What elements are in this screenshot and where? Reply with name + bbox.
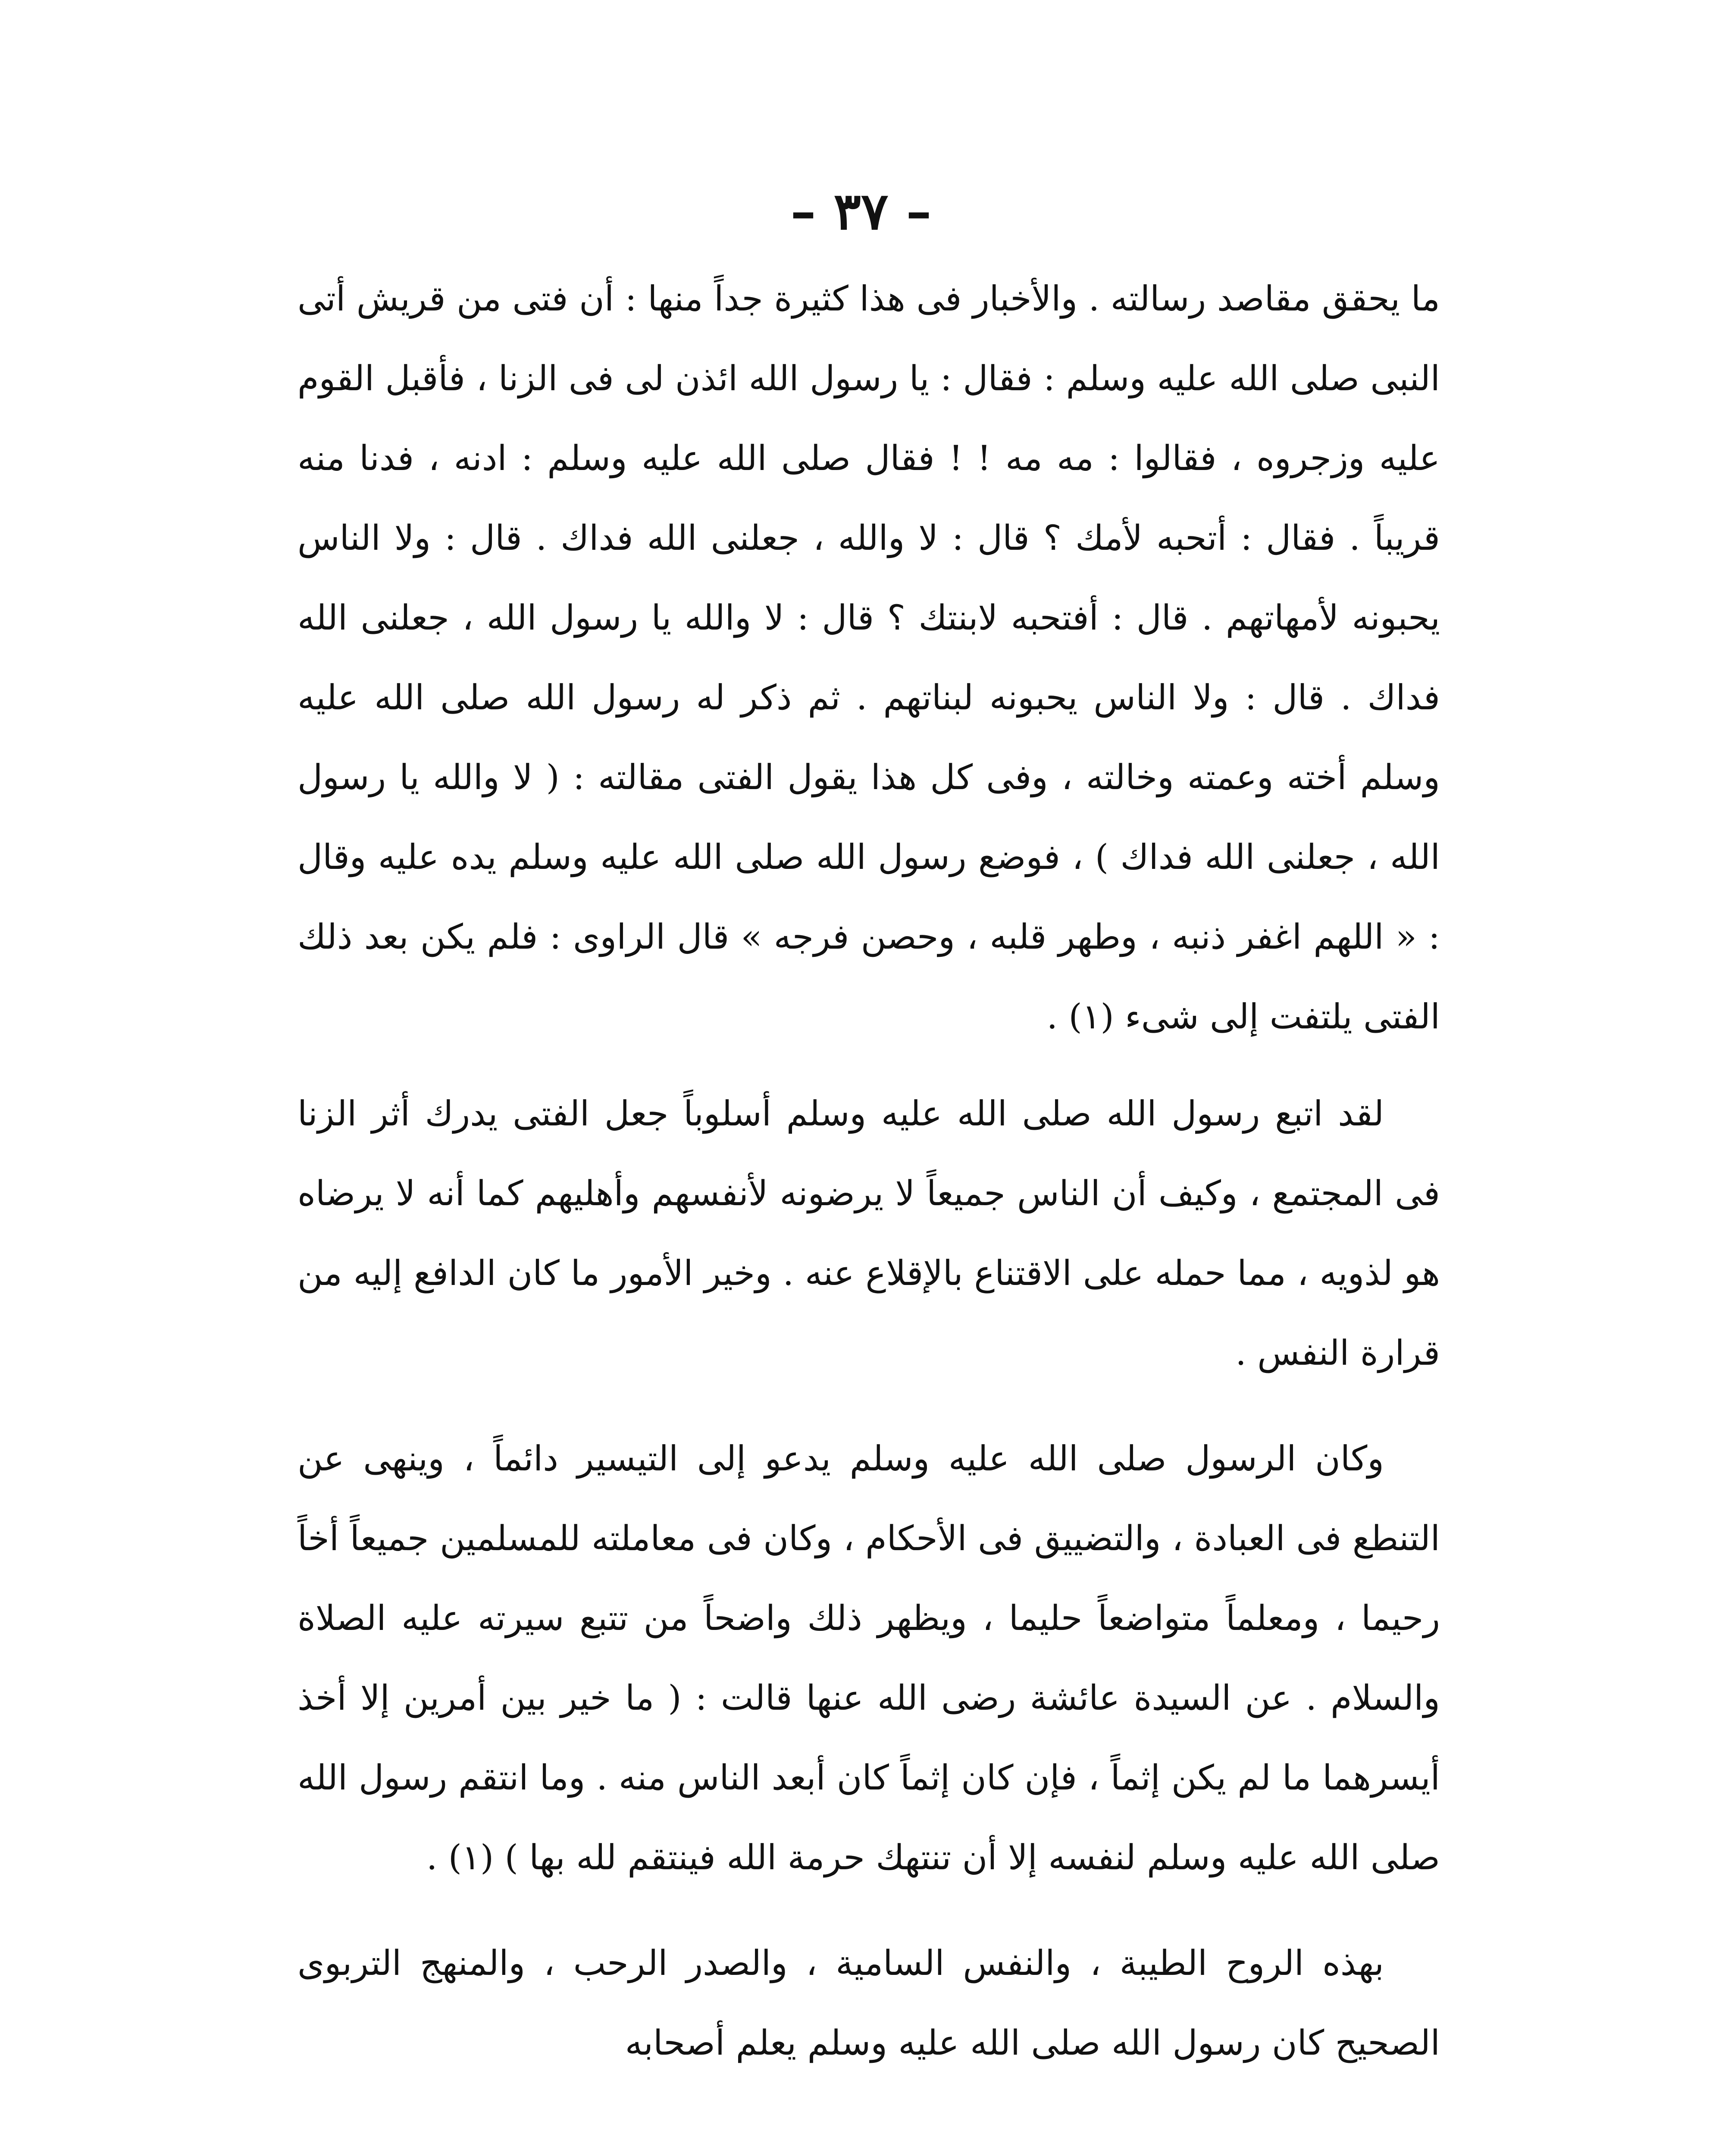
main-text	[297, 259, 1440, 2100]
paragraph-ease-and-leniency: وكان الرسول صلى الله عليه وسلم يدعو إلى التيسير دائماً ، وينهى عن التنطع فى العبادة ، والتضييق فى الأحكام ، وكان فى معاملته للمسلمين جميعاً أخاً رحيما ، ومعلماً متواضعاً حليما ، ويظهر ذلك واضحاً من تتبع سيرته عليه الصلاة والسلام . عن السيدة عائشة رضى الله عنها قالت : ( ما خير بين أمرين إلا أخذ أيسرهما ما لم يكن إثماً ، فإن كان إثماً كان أبعد الناس منه . وما انتقم رسول الله صلى الله عليه وسلم لنفسه إلا أن تنتهك حرمة الله فينتقم لله بها ) (١) .	[297, 1438, 1440, 1877]
paragraph-conclusion: بهذه الروح الطيبة ، والنفس السامية ، والصدر الرحب ، والمنهج التربوى الصحيح كان رسول الله صلى الله عليه وسلم يعلم أصحابه	[297, 1943, 1440, 2063]
paragraph-method-commentary: لقد اتبع رسول الله صلى الله عليه وسلم أسلوباً جعل الفتى يدرك أثر الزنا فى المجتمع ، وكيف أن الناس جميعاً لا يرضونه لأنفسهم وأهليهم كما أنه لا يرضاه هو لذويه ، مما حمله على الاقتناع بالإقلاع عنه . وخير الأمور ما كان الدافع إليه من قرارة النفس .	[297, 1094, 1440, 1373]
paragraph-hadith-young-man: ما يحقق مقاصد رسالته . والأخبار فى هذا كثيرة جداً منها : أن فتى من قريش أتى النبى صلى الله عليه وسلم : فقال : يا رسول الله ائذن لى فى الزنا ، فأقبل القوم عليه وزجروه ، فقالوا : مه مه ! ! فقال صلى الله عليه وسلم : ادنه ، فدنا منه قريباً . فقال : أتحبه لأمك ؟ قال : لا والله ، جعلنى الله فداك . قال : ولا الناس يحبونه لأمهاتهم . قال : أفتحبه لابنتك ؟ قال : لا والله يا رسول الله ، جعلنى الله فداك . قال : ولا الناس يحبونه لبناتهم . ثم ذكر له رسول الله صلى الله عليه وسلم أخته وعمته وخالته ، وفى كل هذا يقول الفتى مقالته : ( لا والله يا رسول الله ، جعلنى الله فداك ) ، فوضع رسول الله صلى الله عليه وسلم يده عليه وقال : « اللهم اغفر ذنبه ، وطهر قلبه ، وحصن فرجه » قال الراوى : فلم يكن بعد ذلك الفتى يلتفت إلى شىء (١) .	[297, 279, 1440, 1037]
page-number: – ٣٧ –	[790, 181, 932, 241]
